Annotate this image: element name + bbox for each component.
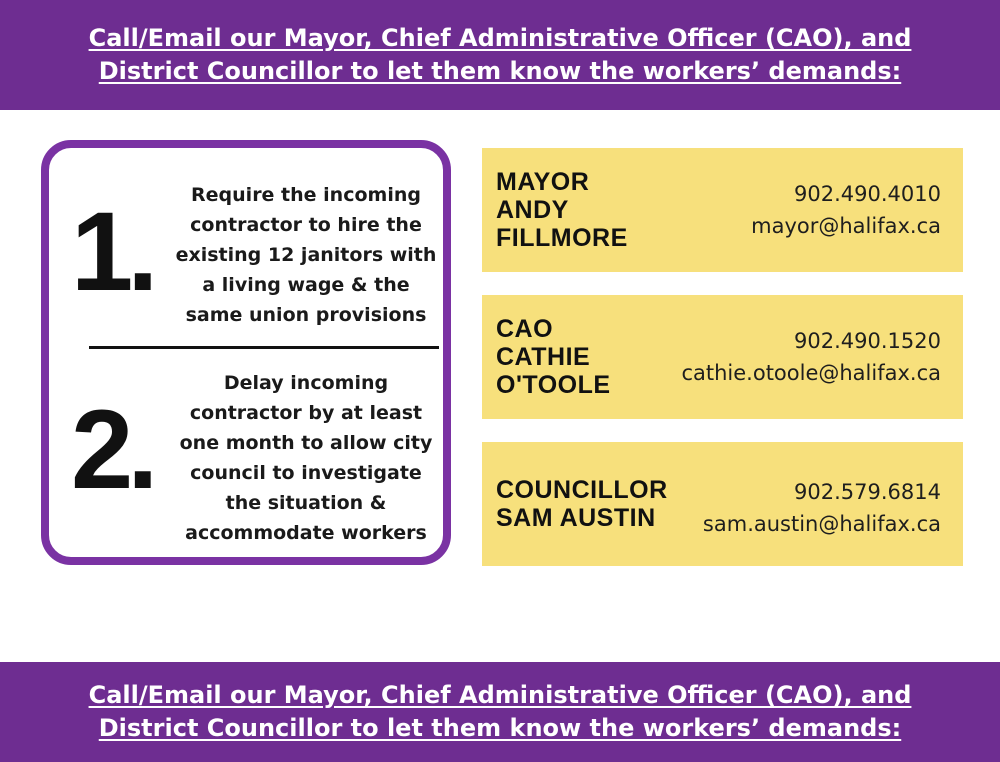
- contact-email[interactable]: cathie.otoole@halifax.ca: [681, 361, 941, 385]
- demand-line: Require the incoming: [191, 184, 421, 206]
- contact-details: [751, 178, 941, 242]
- top-banner-text: [89, 22, 912, 88]
- contact-name: [496, 315, 611, 399]
- contact-details: [681, 325, 941, 389]
- demand-text: [167, 368, 445, 548]
- demand-number: 1.: [71, 189, 153, 314]
- contact-phone[interactable]: 902.490.1520: [794, 329, 941, 353]
- demands-box: [41, 140, 451, 565]
- bottom-banner: [0, 662, 1000, 762]
- divider: [89, 346, 439, 349]
- demand-line: council to investigate: [190, 462, 422, 484]
- demand-line: contractor to hire the: [190, 214, 422, 236]
- contact-name-line: FILLMORE: [496, 224, 628, 252]
- contact-phone[interactable]: 902.490.4010: [794, 182, 941, 206]
- top-banner-line-1: Call/Email our Mayor, Chief Administrative Officer (CAO), and: [88, 24, 912, 52]
- contact-name-line: MAYOR: [496, 168, 590, 196]
- demand-line: contractor by at least: [189, 402, 423, 424]
- contact-name: [496, 168, 628, 252]
- demand-line: the situation &: [225, 492, 387, 514]
- demand-2: [49, 368, 443, 543]
- demand-1: [49, 176, 443, 336]
- contact-name-line: COUNCILLOR: [496, 476, 668, 504]
- contact-card-councillor: [482, 442, 963, 566]
- contact-name: [496, 476, 668, 532]
- contact-name-line: O'TOOLE: [496, 371, 611, 399]
- demand-number: 2.: [71, 387, 153, 512]
- demand-line: accommodate workers: [185, 522, 427, 544]
- contact-name-line: CAO: [496, 315, 554, 343]
- contact-email[interactable]: sam.austin@halifax.ca: [702, 512, 941, 536]
- contact-card-cao: [482, 295, 963, 419]
- contact-name-line: ANDY: [496, 196, 569, 224]
- contact-name-line: CATHIE: [496, 343, 591, 371]
- demand-text: [167, 180, 445, 330]
- contact-name-line: SAM AUSTIN: [496, 504, 656, 532]
- demand-line: one month to allow city: [179, 432, 433, 454]
- demand-line: existing 12 janitors with: [175, 244, 437, 266]
- bottom-banner-line-1: Call/Email our Mayor, Chief Administrative Officer (CAO), and: [88, 681, 912, 709]
- contact-email[interactable]: mayor@halifax.ca: [751, 214, 941, 238]
- contact-card-mayor: [482, 148, 963, 272]
- contact-details: [703, 476, 941, 540]
- bottom-banner-line-2: District Councillor to let them know the workers’ demands:: [98, 714, 902, 742]
- contact-phone[interactable]: 902.579.6814: [794, 480, 941, 504]
- demand-line: same union provisions: [185, 304, 427, 326]
- bottom-banner-text: [89, 679, 912, 745]
- demand-line: Delay incoming: [223, 372, 389, 394]
- top-banner-line-2: District Councillor to let them know the workers’ demands:: [98, 57, 902, 85]
- top-banner: [0, 0, 1000, 110]
- demand-line: a living wage & the: [202, 274, 410, 296]
